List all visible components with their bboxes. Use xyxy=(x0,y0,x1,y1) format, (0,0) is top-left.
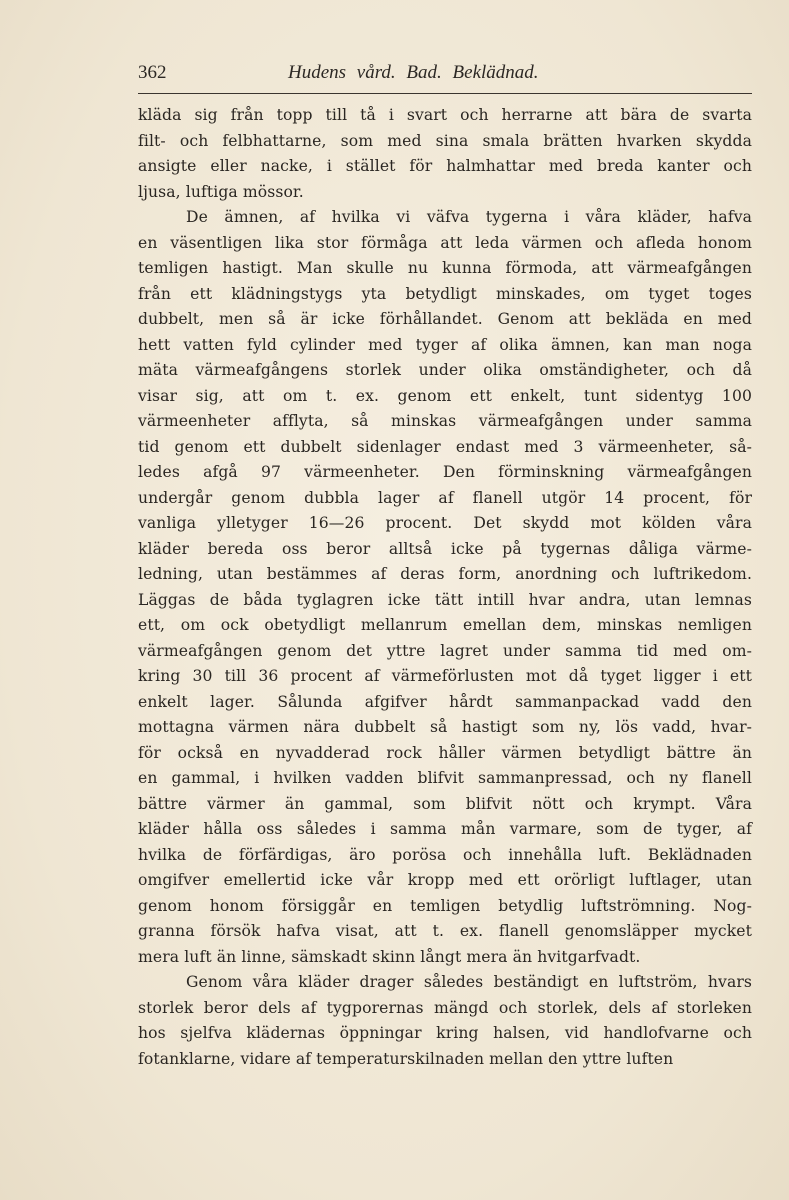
text-line: hos sjelfva klädernas öppningar kring halsen, vid handlofvarne och xyxy=(138,1024,752,1042)
text-line: kläder hålla oss således i samma mån varmare, som de tyger, af xyxy=(138,820,752,838)
text-line: värmeenheter afflyta, så minskas värmeafgången under samma xyxy=(138,412,752,430)
text-line: en gammal, i hvilken vadden blifvit sammanpressad, och ny flanell xyxy=(138,769,752,787)
text-line: kläder bereda oss beror alltså icke på tygernas dåliga värme- xyxy=(138,539,752,558)
text-line: hett vatten fyld cylinder med tyger af olika ämnen, kan man noga xyxy=(138,335,752,354)
text-line: ansigte eller nacke, i stället för halmhattar med breda kanter och xyxy=(138,157,752,175)
text-line: ledes afgå 97 värmeenheter. Den förminskning värmeafgången xyxy=(138,463,752,481)
text-line: temligen hastigt. Man skulle nu kunna förmoda, att värmeafgången xyxy=(138,259,752,277)
text-line: filt- och felbhattarne, som med sina smala brätten hvarken skydda xyxy=(138,131,752,150)
text-line: mottagna värmen nära dubbelt så hastigt som ny, lös vadd, hvar- xyxy=(138,718,752,736)
text-line: storlek beror dels af tygporernas mängd och storlek, dels af storleken xyxy=(138,998,752,1017)
text-line: kläda sig från topp till tå i svart och herrarne att bära de svarta xyxy=(138,106,752,124)
text-line: en väsentligen lika stor förmåga att leda värmen och afleda honom xyxy=(138,233,752,252)
text-line: mäta värmeafgångens storlek under olika omständigheter, och då xyxy=(138,361,752,379)
text-line: värmeafgången genom det yttre lagret under samma tid med om- xyxy=(138,641,752,660)
running-title: Hudens vård. Bad. Beklädnad. xyxy=(288,62,539,83)
paragraph xyxy=(138,205,752,970)
text-line: Läggas de båda tyglagren icke tätt intill hvar andra, utan lemnas xyxy=(138,590,752,609)
text-line: Genom våra kläder drager således beständigt en luftström, hvars xyxy=(186,973,752,991)
text-line: mera luft än linne, sämskadt skinn långt mera än hvitgarfvadt. xyxy=(138,947,641,966)
body-text xyxy=(138,103,752,1072)
text-line: genom honom försiggår en temligen betydlig luftströmning. Nog- xyxy=(138,896,752,915)
paragraph xyxy=(138,103,752,205)
paragraph xyxy=(138,970,752,1072)
text-line: från ett klädningstygs yta betydligt minskades, om tyget toges xyxy=(138,284,752,303)
header-rule xyxy=(138,93,752,94)
text-line: fotanklarne, vidare af temperaturskilnaden mellan den yttre luften xyxy=(138,1049,674,1068)
text-line: ett, om ock obetydligt mellanrum emellan dem, minskas nemligen xyxy=(138,616,752,634)
text-line: hvilka de förfärdigas, äro porösa och innehålla luft. Beklädnaden xyxy=(138,845,752,864)
text-line: omgifver emellertid icke vår kropp med ett orörligt luftlager, utan xyxy=(138,871,752,889)
text-line: för också en nyvadderad rock håller värmen betydligt bättre än xyxy=(138,743,752,762)
text-line: vanliga ylletyger 16—26 procent. Det skydd mot kölden våra xyxy=(138,514,752,532)
text-line: ljusa, luftiga mössor. xyxy=(138,182,304,201)
text-line: tid genom ett dubbelt sidenlager endast med 3 värmeenheter, så- xyxy=(138,437,752,456)
page-header xyxy=(138,60,752,90)
text-line: ledning, utan bestämmes af deras form, anordning och luftrikedom. xyxy=(138,565,752,583)
text-line: granna försök hafva visat, att t. ex. flanell genomsläpper mycket xyxy=(138,922,752,940)
text-line: bättre värmer än gammal, som blifvit nött och krympt. Våra xyxy=(138,794,752,813)
text-line: kring 30 till 36 procent af värmeförlusten mot då tyget ligger i ett xyxy=(138,667,752,685)
text-line: visar sig, att om t. ex. genom ett enkelt, tunt sidentyg 100 xyxy=(138,386,752,405)
page-number: 362 xyxy=(138,62,167,83)
text-line: enkelt lager. Sålunda afgifver hårdt sammanpackad vadd den xyxy=(138,692,752,711)
text-line: dubbelt, men så är icke förhållandet. Genom att bekläda en med xyxy=(138,310,752,328)
text-line: undergår genom dubbla lager af flanell utgör 14 procent, för xyxy=(138,488,752,507)
text-line: De ämnen, af hvilka vi väfva tygerna i våra kläder, hafva xyxy=(186,208,752,226)
